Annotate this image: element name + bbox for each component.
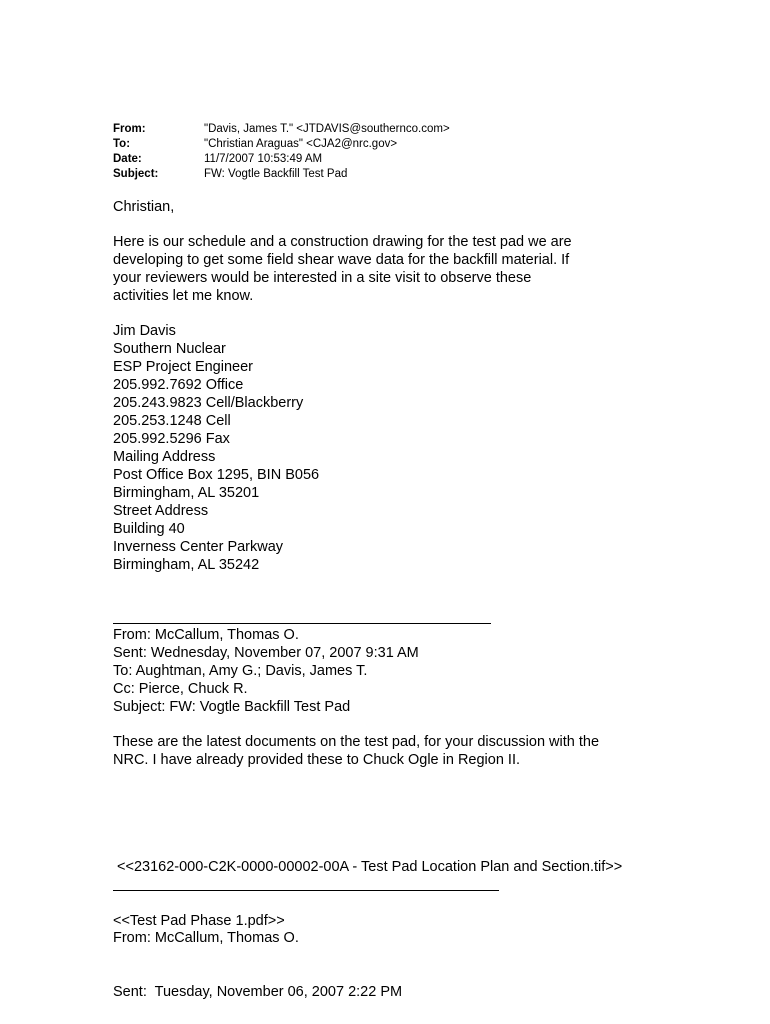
subject-value: FW: Vogtle Backfill Test Pad	[204, 168, 348, 180]
date-label: Date:	[113, 153, 142, 165]
header-date-row	[113, 152, 450, 167]
from-label: From:	[113, 123, 146, 135]
forward1-subject: Subject: FW: Vogtle Backfill Test Pad	[113, 699, 351, 715]
message-line: your reviewers would be interested in a site visit to observe these	[113, 270, 532, 286]
to-label: To:	[113, 138, 131, 150]
email-header	[113, 122, 450, 182]
greeting-text: Christian,	[113, 199, 175, 215]
message-line: activities let me know.	[113, 288, 254, 304]
forward1-to: To: Aughtman, Amy G.; Davis, James T.	[113, 663, 368, 679]
signature-line: 205.243.9823 Cell/Blackberry	[113, 395, 304, 411]
to-value: "Christian Araguas" <CJA2@nrc.gov>	[204, 138, 398, 150]
signature-line: Mailing Address	[113, 449, 216, 465]
forward1-cc: Cc: Pierce, Chuck R.	[113, 681, 248, 697]
header-from-row	[113, 122, 450, 137]
signature-line: Southern Nuclear	[113, 341, 226, 357]
attachment-tif: <<23162-000-C2K-0000-00002-00A - Test Pad Location Plan and Section.tif>>	[113, 859, 623, 875]
signature-line: 205.992.7692 Office	[113, 377, 244, 393]
forward1-body-line: These are the latest documents on the test pad, for your discussion with the	[113, 734, 600, 750]
forward1-header	[113, 626, 419, 716]
signature-line: Street Address	[113, 503, 209, 519]
signature-line: Building 40	[113, 521, 185, 537]
forward2-sent: Sent: Tuesday, November 06, 2007 2:22 PM	[113, 984, 403, 1000]
header-to-row	[113, 137, 450, 152]
signature-line: Jim Davis	[113, 323, 176, 339]
attachment-pdf: <<Test Pad Phase 1.pdf>>	[113, 913, 285, 929]
message-line: Here is our schedule and a construction drawing for the test pad we are	[113, 234, 572, 250]
signature-line: Inverness Center Parkway	[113, 539, 284, 555]
message-body	[113, 233, 572, 305]
forward2-from: From: McCallum, Thomas O.	[113, 930, 299, 946]
forward1-body-line: NRC. I have already provided these to Chuck Ogle in Region II.	[113, 752, 521, 768]
forward1-body	[113, 733, 599, 769]
signature-line: 205.253.1248 Cell	[113, 413, 231, 429]
header-subject-row	[113, 167, 450, 182]
greeting	[113, 198, 174, 216]
date-value: 11/7/2007 10:53:49 AM	[204, 153, 323, 165]
signature-line: ESP Project Engineer	[113, 359, 253, 375]
forward2-header	[113, 893, 402, 1019]
signature-line: Birmingham, AL 35201	[113, 485, 260, 501]
signature-line: Post Office Box 1295, BIN B056	[113, 467, 320, 483]
signature-line: Birmingham, AL 35242	[113, 557, 260, 573]
separator-line	[113, 890, 499, 891]
subject-label: Subject:	[113, 168, 159, 180]
separator-line	[113, 623, 491, 624]
signature-line: 205.992.5296 Fax	[113, 431, 230, 447]
forward1-from: From: McCallum, Thomas O.	[113, 627, 299, 643]
message-line: developing to get some field shear wave data for the backfill material. If	[113, 252, 570, 268]
from-value: "Davis, James T." <JTDAVIS@southernco.com>	[204, 123, 450, 135]
forward1-sent: Sent: Wednesday, November 07, 2007 9:31 AM	[113, 645, 419, 661]
signature-block	[113, 322, 319, 574]
